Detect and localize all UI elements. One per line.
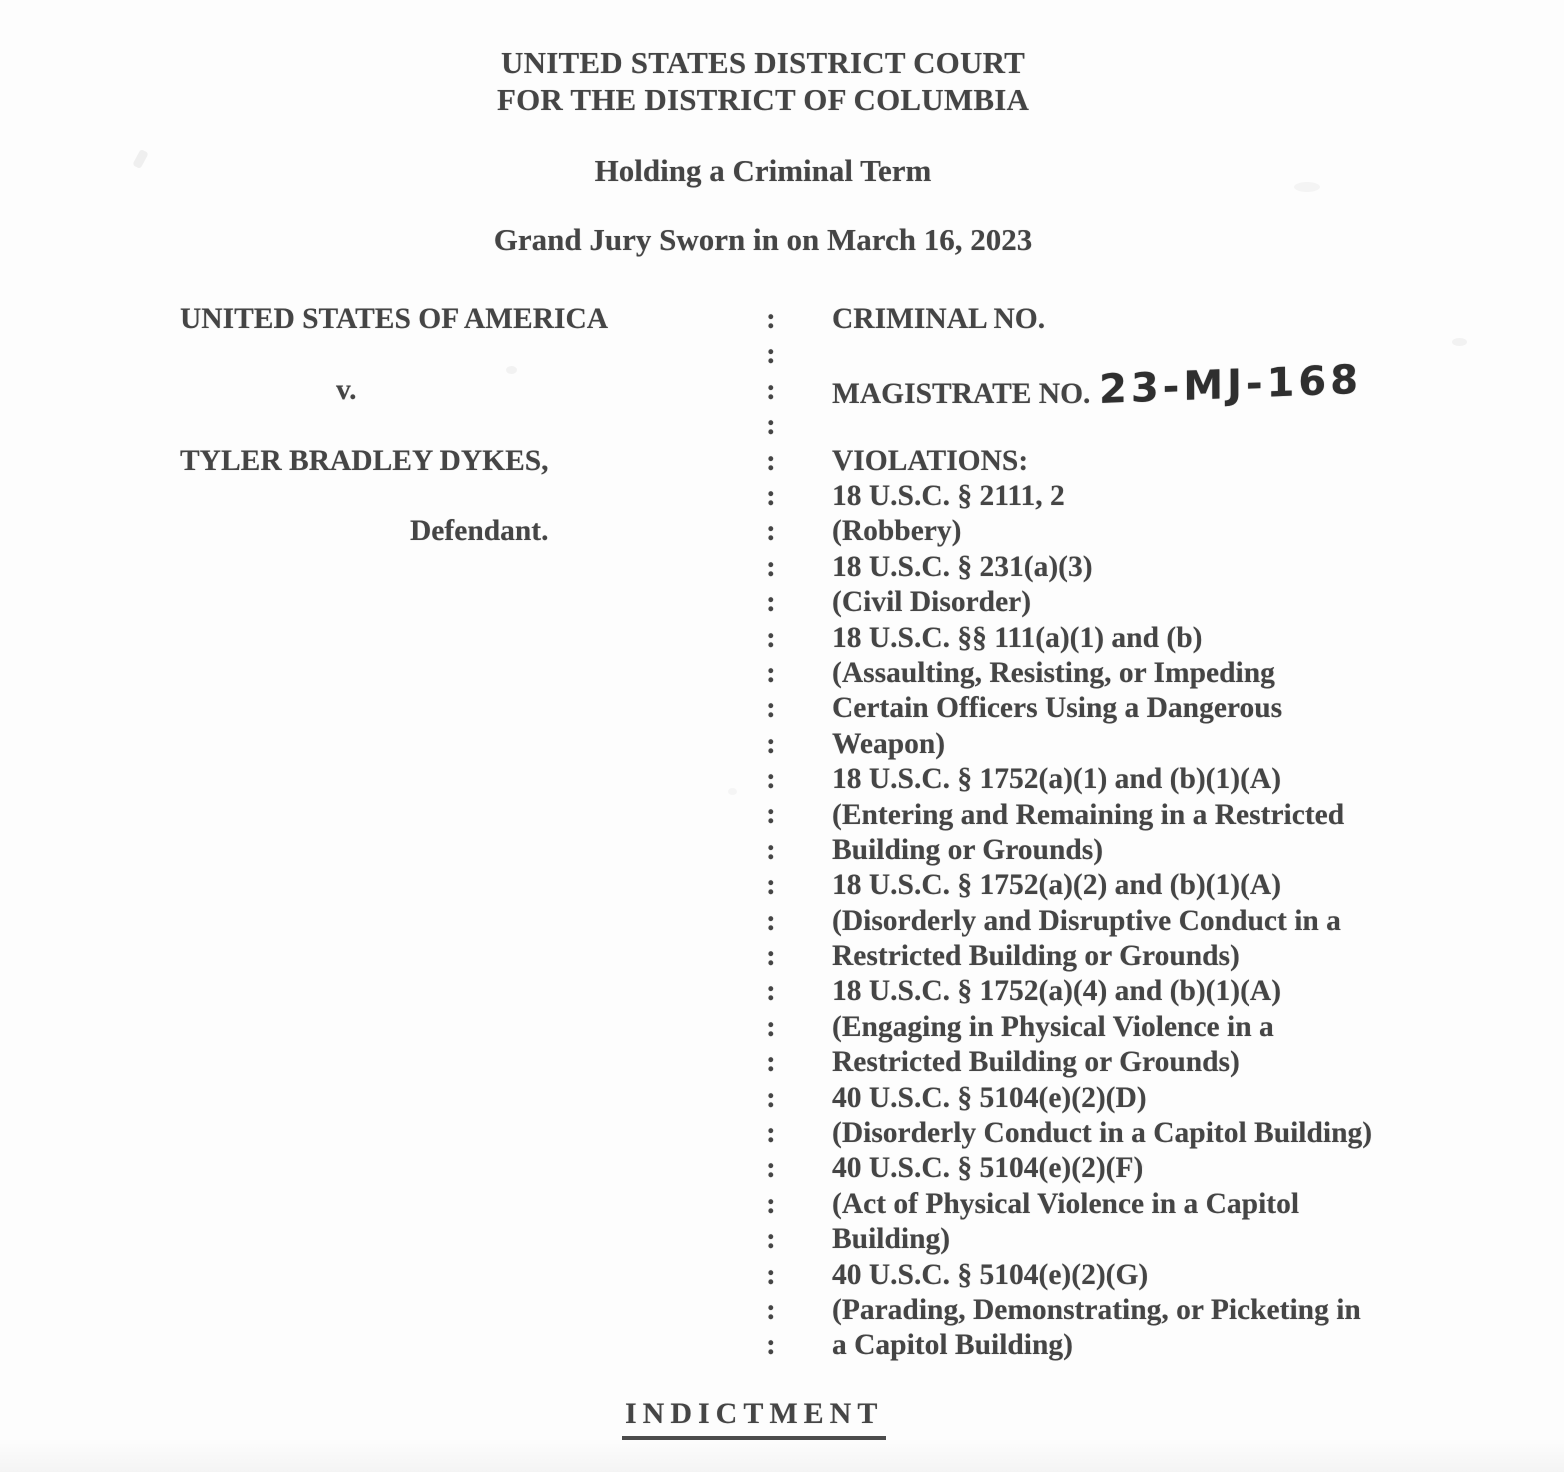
magistrate-no-row (832, 356, 1363, 414)
caption-colon: : (766, 1081, 776, 1114)
grand-jury-line: Grand Jury Sworn in on March 16, 2023 (493, 222, 1033, 257)
violation-line: 18 U.S.C. § 231(a)(3) (832, 550, 1093, 583)
caption-colon: : (766, 515, 776, 548)
caption-colon: : (766, 444, 776, 477)
violation-line: a Capitol Building) (832, 1329, 1073, 1362)
caption-colon: : (766, 1010, 776, 1043)
caption-colon: : (766, 1223, 776, 1256)
caption-colon: : (766, 692, 776, 725)
violation-line: 40 U.S.C. § 5104(e)(2)(D) (832, 1081, 1147, 1114)
violation-line: (Disorderly Conduct in a Capitol Building) (832, 1117, 1373, 1150)
scan-artifact (506, 366, 517, 374)
caption-colon: : (766, 869, 776, 902)
violations-label: VIOLATIONS: (832, 445, 1029, 477)
caption-colon: : (766, 373, 776, 406)
document-header (0, 45, 1526, 118)
violation-line: 40 U.S.C. § 5104(e)(2)(G) (832, 1258, 1149, 1291)
violation-line: Restricted Building or Grounds) (832, 1046, 1240, 1079)
violation-line: (Engaging in Physical Violence in a (832, 1010, 1274, 1043)
criminal-no-label: CRIMINAL NO. (832, 303, 1046, 335)
indictment-title: INDICTMENT (622, 1397, 886, 1440)
violation-line: 18 U.S.C. § 1752(a)(1) and (b)(1)(A) (832, 763, 1282, 796)
violation-line: Certain Officers Using a Dangerous (832, 692, 1283, 725)
violation-line: (Disorderly and Disruptive Conduct in a (832, 904, 1341, 937)
violation-line: (Assaulting, Resisting, or Impeding (832, 656, 1275, 689)
violation-line: (Act of Physical Violence in a Capitol (832, 1187, 1300, 1220)
court-name-line-2: FOR THE DISTRICT OF COLUMBIA (496, 81, 1030, 117)
caption-colon: : (766, 1046, 776, 1079)
caption-colon: : (766, 975, 776, 1008)
court-name-line-1: UNITED STATES DISTRICT COURT (501, 45, 1025, 80)
defendant-label: Defendant. (410, 515, 549, 547)
violation-line: (Robbery) (832, 515, 962, 548)
versus-abbreviation: v. (336, 374, 357, 406)
magistrate-no-value-handwritten: 23-MJ-168 (1099, 356, 1363, 414)
caption-colon: : (766, 550, 776, 583)
caption-colon: : (766, 1293, 776, 1326)
colon-column (766, 302, 776, 1364)
violation-line: (Parading, Demonstrating, or Picketing in (832, 1293, 1361, 1326)
violation-line: Building) (832, 1223, 951, 1256)
caption-colon: : (766, 904, 776, 937)
violation-line: (Entering and Remaining in a Restricted (832, 798, 1345, 831)
caption-colon: : (766, 656, 776, 689)
violation-line: 40 U.S.C. § 5104(e)(2)(F) (832, 1152, 1144, 1185)
scan-artifact (728, 788, 737, 795)
violations-list (832, 479, 1372, 1364)
criminal-term-line: Holding a Criminal Term (594, 153, 932, 188)
caption-colon: : (766, 1258, 776, 1291)
caption-colon: : (766, 303, 776, 335)
caption-colon: : (766, 479, 776, 512)
caption-colon: : (766, 586, 776, 619)
caption-colon: : (766, 1329, 776, 1362)
violation-line: 18 U.S.C. § 2111, 2 (832, 480, 1065, 512)
caption-colon: : (766, 338, 776, 371)
caption-colon: : (766, 1187, 776, 1220)
violation-line: Building or Grounds) (832, 833, 1104, 866)
caption-colon: : (766, 833, 776, 866)
caption-colon: : (766, 798, 776, 831)
caption-colon: : (766, 1152, 776, 1185)
violation-line: Restricted Building or Grounds) (832, 940, 1240, 973)
caption-colon: : (766, 621, 776, 654)
violation-line: (Civil Disorder) (832, 586, 1032, 619)
violation-line: 18 U.S.C. § 1752(a)(4) and (b)(1)(A) (832, 975, 1282, 1008)
scan-shadow-bottom-edge (0, 1438, 1564, 1472)
violation-line: Weapon) (832, 727, 946, 760)
plaintiff-name: UNITED STATES OF AMERICA (180, 303, 609, 335)
caption-colon: : (766, 1116, 776, 1149)
defendant-name: TYLER BRADLEY DYKES, (180, 445, 549, 477)
caption-colon: : (766, 940, 776, 973)
violation-line: 18 U.S.C. § 1752(a)(2) and (b)(1)(A) (832, 869, 1282, 902)
magistrate-no-label: MAGISTRATE NO. (832, 378, 1091, 410)
scan-artifact (1452, 338, 1467, 346)
violation-line: 18 U.S.C. §§ 111(a)(1) and (b) (832, 621, 1203, 654)
caption-colon: : (766, 763, 776, 796)
caption-colon: : (766, 727, 776, 760)
caption-colon: : (766, 409, 776, 442)
